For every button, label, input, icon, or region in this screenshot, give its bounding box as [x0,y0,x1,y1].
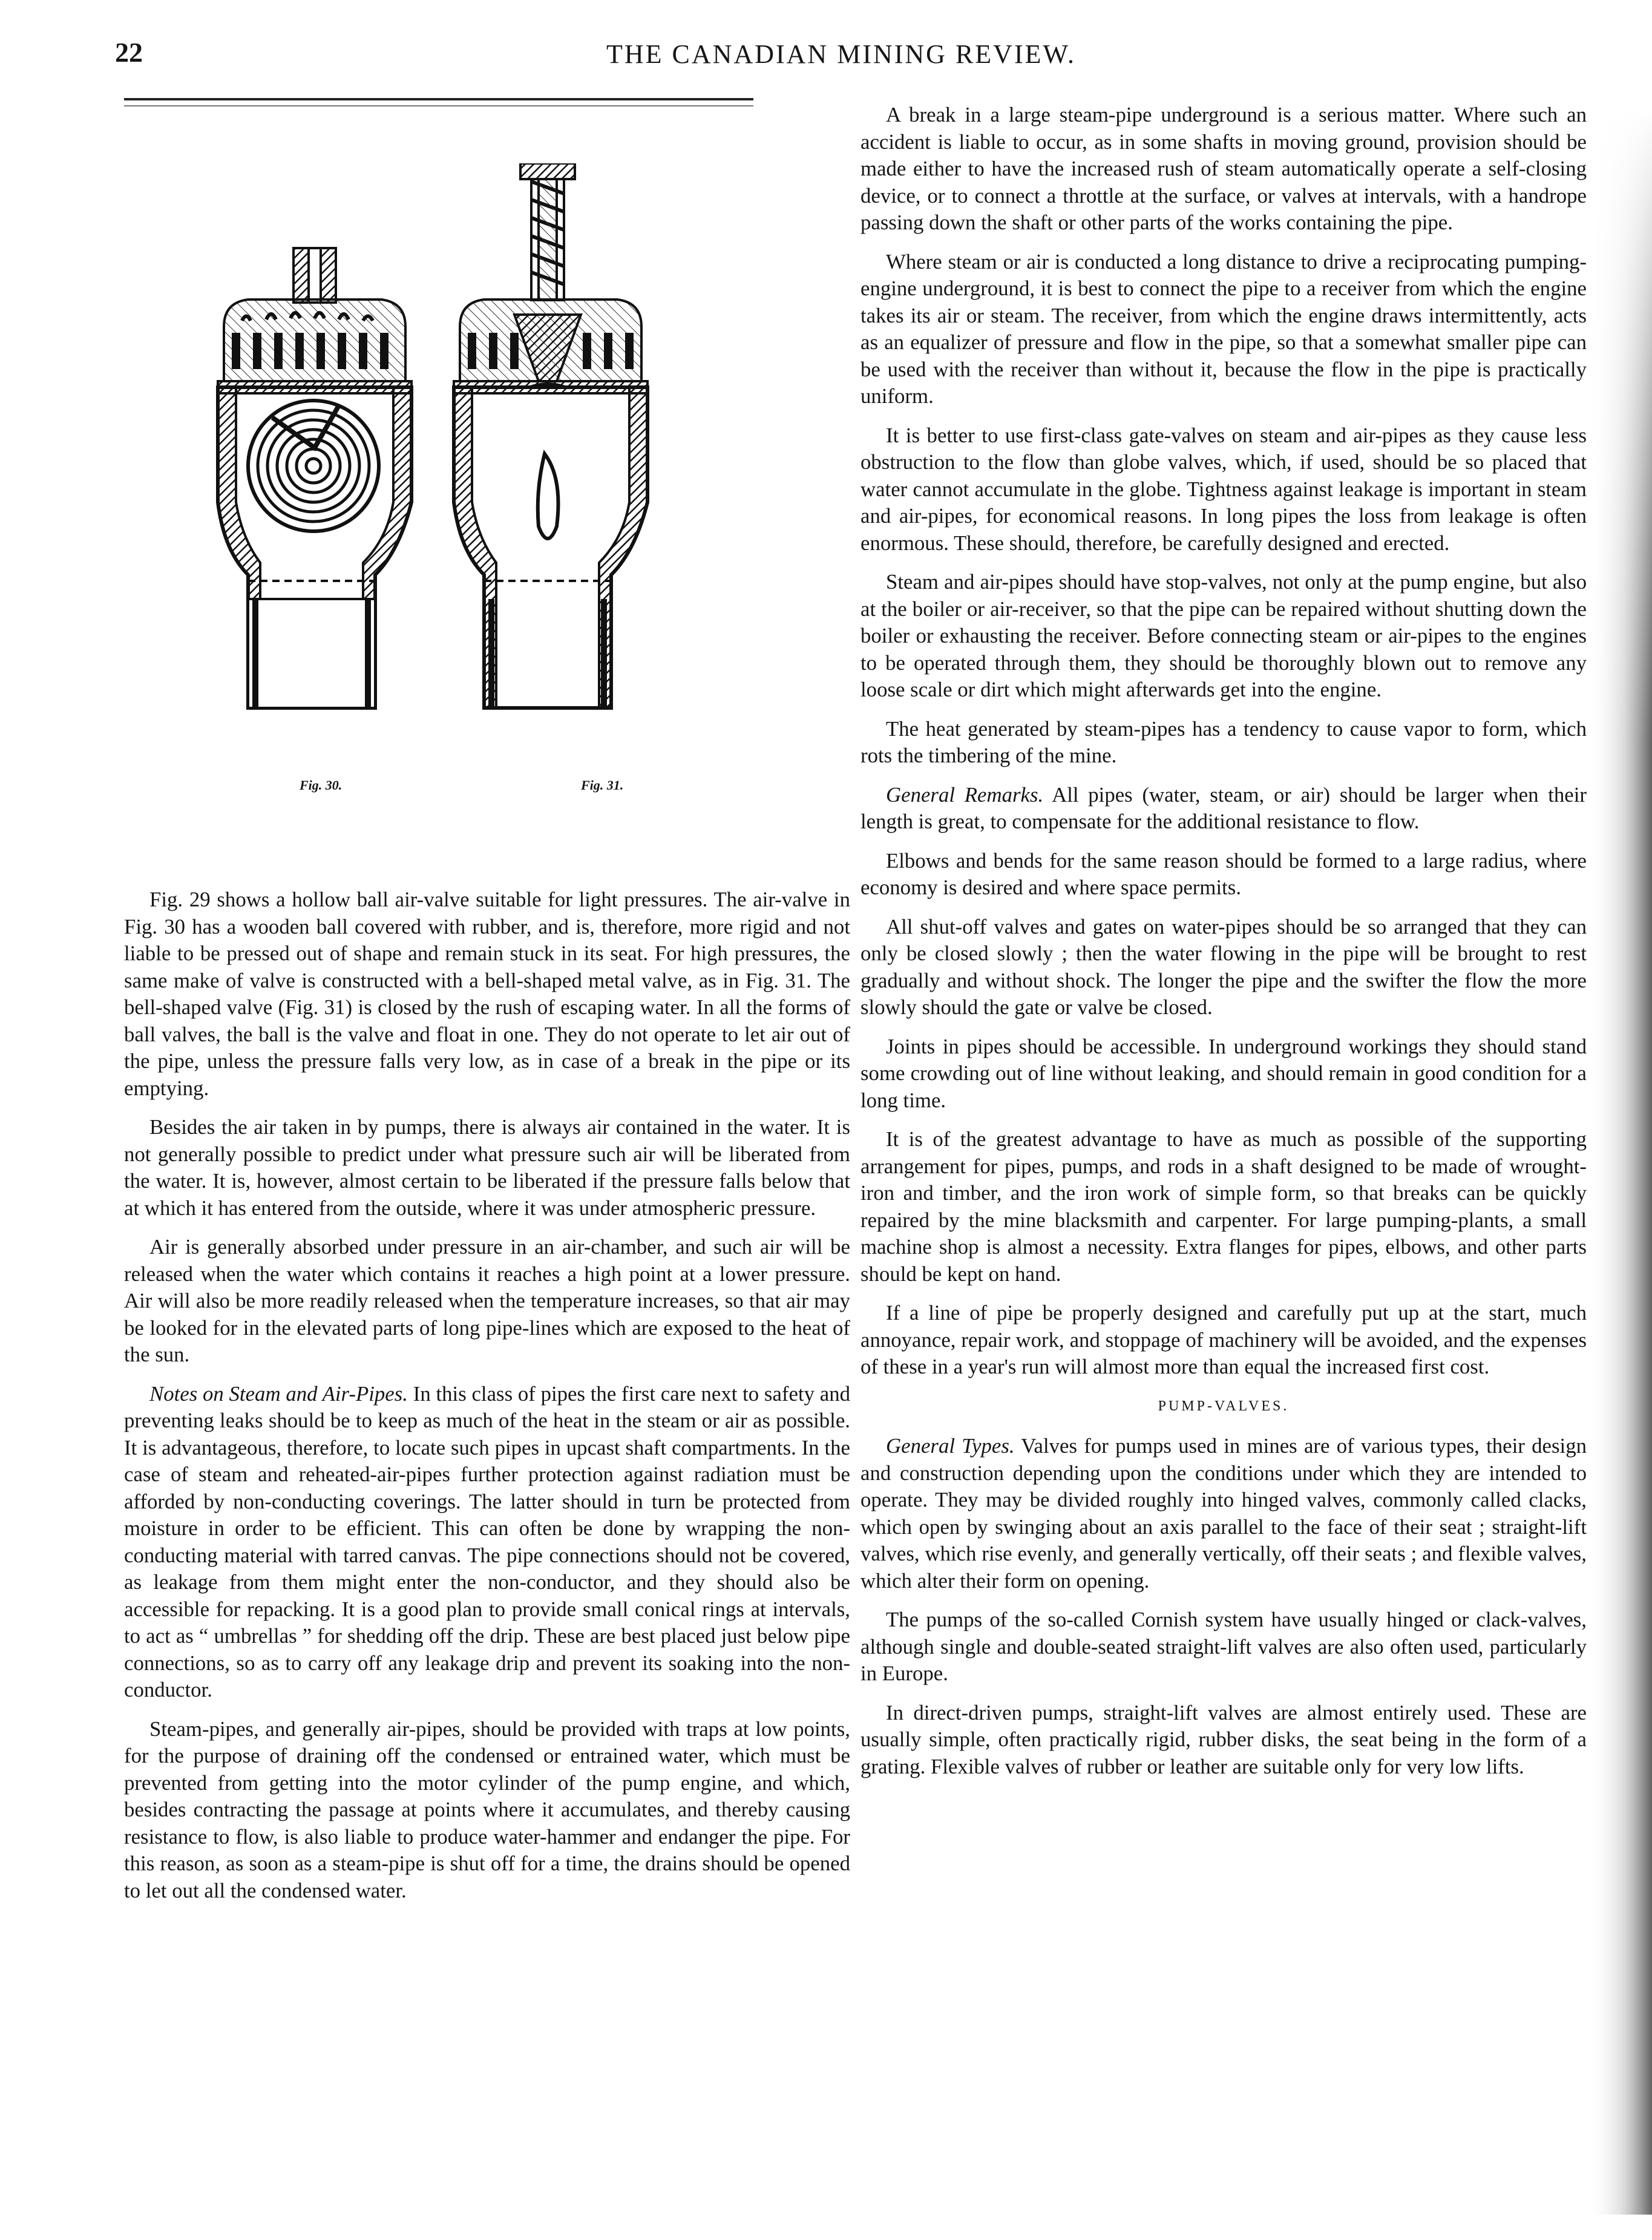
general-types-text: Valves for pumps used in mines are of various types, their design and construction depending upon the conditions under which they are intended to operate. They may be divided roughly into hinged valves, commonly called clacks, which open by swinging about an axis parallel to the face of their seat ; straight-lift valves, which rise evenly, and generally vertically, off their seats ; and flexible valves, which alter their form on opening. [860,1434,1587,1593]
paragraph: It is of the greatest advantage to have as much as possible of the supporting arrangement for pipes, pumps, and rods in a shaft designed to be made of wrought-iron and timber, and the iron work of simple form, so that breaks can be quickly repaired by the mine blacksmith and carpenter. For large pumping-plants, a small machine shop is almost a necessity. Extra flanges for pipes, elbows, and other parts should be kept on hand. [860,1127,1587,1286]
fig-31-valve-drawing [454,163,647,708]
paragraph: The pumps of the so-called Cornish system have usually hinged or clack-valves, although single and double-seated straight-lift valves are also often used, particularly in Europe. [860,1608,1587,1685]
paragraph: Elbows and bends for the same reason should be formed to a large radius, where economy is desired and where space permits. [860,848,1587,899]
paragraph: A break in a large steam-pipe underground is a serious matter. Where such an accident is liable to occur, as in some shafts in moving ground, provision should be made either to have the increased rush of steam automatically operate a self-closing device, or to connect a throttle at the surface, or valves at intervals, with a handrope passing down the shaft or other parts of the works containing the pipe. [860,103,1587,234]
paragraph: Where steam or air is conducted a long distance to drive a reciprocating pumping-engine underground, it is best to connect the pipe to a receiver from which the engine takes its air or steam. The receiver, from which the engine draws intermittently, acts as an equalizer of pressure and flow in the pipe, so that a somewhat smaller pipe can be used with the receiver than without it, because the flow in the pipe is practically uniform. [860,249,1587,408]
general-types-heading: General Types. [886,1434,1015,1458]
scan-edge-shadow [1588,109,1652,2215]
paragraph: In direct-driven pumps, straight-lift valves are almost entirely used. These are usually simple, often practically rigid, rubber disks, the seat being in the form of a grating. Flexible valves of rubber or leather are suitable only for very low lifts. [860,1700,1587,1778]
fig-30-valve-drawing [218,248,411,708]
general-types-paragraph [860,1433,1587,1594]
general-remarks-paragraph [860,782,1587,836]
fig-30-caption: Fig. 30. [300,778,343,793]
air-valve-figure [200,163,690,799]
left-column [124,886,850,1916]
notes-paragraph [124,1381,850,1704]
paragraph: Fig. 29 shows a hollow ball air-valve suitable for light pressures. The air-valve in Fig. 30 has a wooden ball covered with rubber, and is, therefore, more rigid and not liable to be pressed out of shape and remain stuck in its seat. For high pressures, the same make of valve is constructed with a bell-shaped metal valve, as in Fig. 31. The bell-shaped valve (Fig. 31) is closed by the rush of escaping water. In all the forms of ball valves, the ball is the valve and float in one. They do not operate to let air out of the pipe, unless the pressure falls very low, as in case of a break in the pipe or its emptying. [124,888,850,1100]
page-number: 22 [115,37,143,68]
journal-title: THE CANADIAN MINING REVIEW. [606,39,1076,69]
general-remarks-heading: General Remarks. [886,782,1044,807]
paragraph: Joints in pipes should be accessible. In underground workings they should stand some crowding out of line without leaking, and should remain in good condition for a long time. [860,1034,1587,1112]
paragraph: Air is generally absorbed under pressure in an air-chamber, and such air will be released when the water which contains it reaches a high point at a lower pressure. Air will also be more readily released when the temperature increases, so that air may be looked for in the elevated parts of long pipe-lines which are exposed to the heat of the sun. [124,1235,850,1366]
running-header [115,36,1567,79]
notes-text: In this class of pipes the first care next to safety and preventing leaks should be to keep as much of the heat in the steam or air as possible. It is advantageous, therefore, to locate such pipes in upcast shaft compartments. In the case of steam and reheated-air-pipes further protection against radiation must be afforded by non-conducting coverings. The latter should in turn be protected from moisture in order to be efficient. This can often be done by wrapping the non-conducting material with tarred canvas. The pipe connections should not be covered, as leakage from them might enter the non-conductor, and they should also be accessible for repacking. It is a good plan to provide small conical rings at intervals, to act as “ umbrellas ” for shedding off the drip. These are best placed just below pipe connections, so as to carry off any leakage drip and prevent its soaking into the non-conductor. [124,1381,850,1701]
header-rule [124,98,753,106]
section-heading: PUMP-VALVES. [1158,1398,1290,1414]
paragraph: If a line of pipe be properly designed and carefully put up at the start, much annoyance, repair work, and stoppage of machinery will be avoided, and the expenses of these in a year's run will almost more than equal the increased first cost. [860,1301,1587,1378]
paragraph: Besides the air taken in by pumps, there is always air contained in the water. It is not generally possible to predict under what pressure such air will be liberated from the water. It is, however, almost certain to be liberated if the pressure falls below that at which it has entered from the outside, where it was under atmospheric pressure. [124,1115,850,1220]
paragraph: Steam-pipes, and generally air-pipes, should be provided with traps at low points, for the purpose of draining off the condensed or entrained water, which must be prevented from getting into the motor cylinder of the pump engine, and which, besides contracting the passage at points where it accumulates, and thereby causing resistance to flow, is also liable to produce water-hammer and endanger the pipe. For this reason, as soon as a steam-pipe is shut off for a time, the drains should be opened to let out all the condensed water. [124,1717,850,1902]
right-column [860,102,1587,1792]
notes-heading: Notes on Steam and Air-Pipes. [149,1381,408,1406]
fig-31-caption: Fig. 31. [581,778,624,793]
general-remarks-text: All pipes (water, steam, or air) should be larger when their length is great, to compensate for the additional resistance to flow. [860,782,1587,833]
air-valve-illustration [200,163,690,799]
paragraph: The heat generated by steam-pipes has a tendency to cause vapor to form, which rots the timbering of the mine. [860,716,1587,767]
paragraph: It is better to use first-class gate-valves on steam and air-pipes as they cause less obstruction to the flow than globe valves, which, if used, should be so placed that water cannot accumulate in the globe. Tightness against leakage is important in steam and air-pipes, for economical reasons. In long pipes the loss from leakage is often enormous. These should, therefore, be carefully designed and erected. [860,423,1587,555]
paragraph: All shut-off valves and gates on water-pipes should be so arranged that they can only be closed slowly ; then the water flowing in the pipe will be brought to rest gradually and without shock. The longer the pipe and the swifter the flow the more slowly should the gate or valve be closed. [860,914,1587,1019]
paragraph: Steam and air-pipes should have stop-valves, not only at the pump engine, but also at the boiler or air-receiver, so that the pipe can be repaired without shutting down the boiler or exhausting the receiver. Before connecting steam or air-pipes to the engines to be operated through them, they should be thoroughly blown out to remove any loose scale or dirt which might afterwards get into the engine. [860,570,1587,701]
